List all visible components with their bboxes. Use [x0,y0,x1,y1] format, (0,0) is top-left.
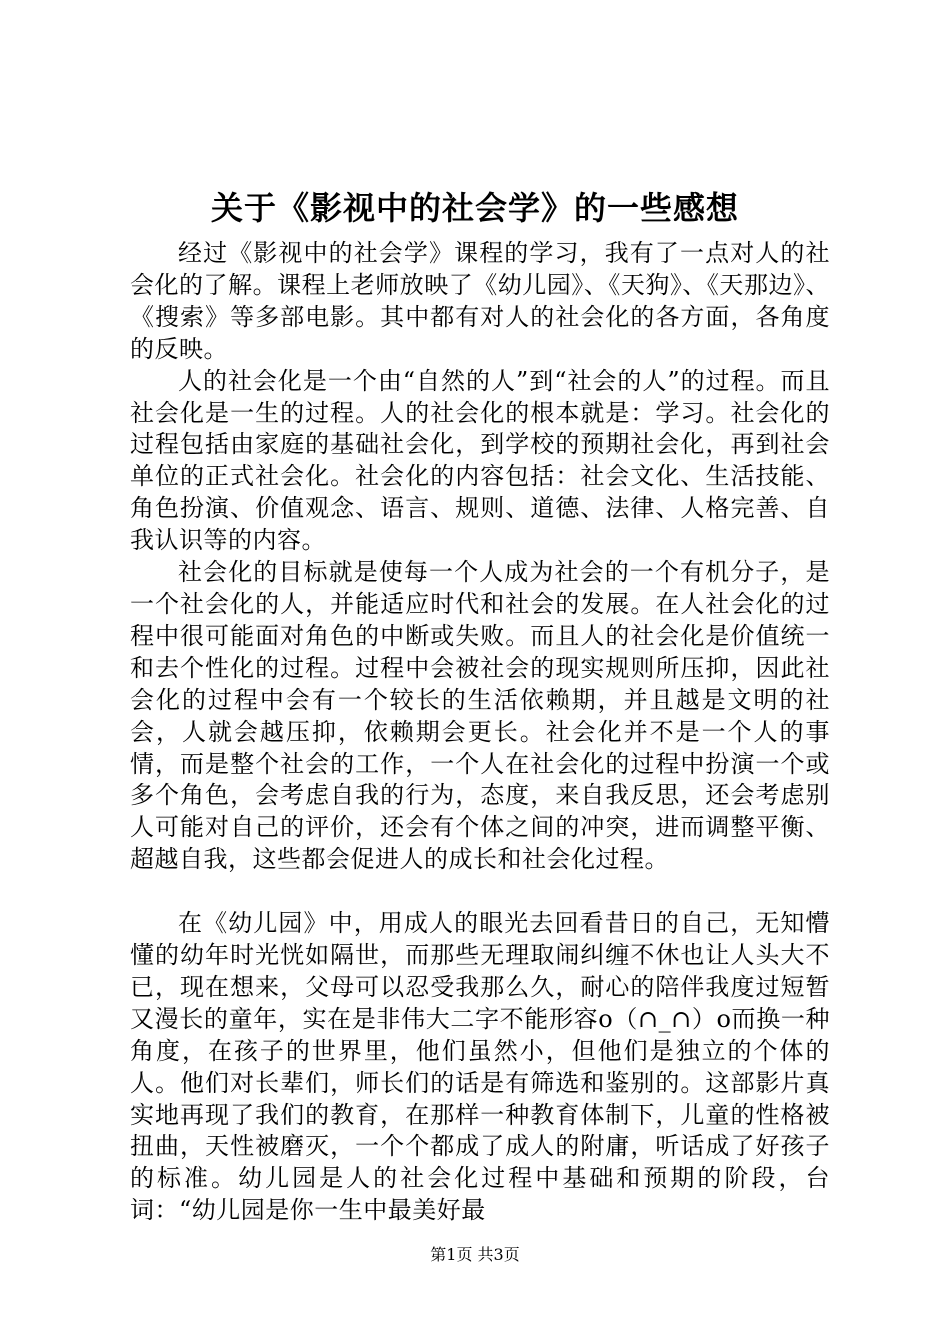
paragraph-2: 人的社会化是一个由“自然的人”到“社会的人”的过程。而且社会化是一生的过程。人的社会化的根本就是：学习。社会化的过程包括由家庭的基础社会化，到学校的预期社会化，再到社会单位的正式社会化。社会化的内容包括：社会文化、生活技能、角色扮演、价值观念、语言、规则、道德、法律、人格完善、自我认识等的内容。 [130,366,830,555]
page-footer: 第1页 共3页 [430,1245,520,1264]
paragraph-4: 在《幼儿园》中，用成人的眼光去回看昔日的自己，无知懵懂的幼年时光恍如隔世，而那些无理取闹纠缠不休也让人头大不已，现在想来，父母可以忍受我那么久，耐心的陪伴我度过短暂又漫长的童年，实在是非伟大二字不能形容o（∩_∩）o而换一种角度，在孩子的世界里，他们虽然小，但他们是独立的个体的人。他们对长辈们，师长们的话是有筛选和鉴别的。这部影片真实地再现了我们的教育，在那样一种教育体制下，儿童的性格被扭曲，天性被磨灭，一个个都成了成人的附庸，听话成了好孩子的标准。幼儿园是人的社会化过程中基础和预期的阶段，台词：“幼儿园是你一生中最美好最 [130,909,830,1225]
document-title: 关于《影视中的社会学》的一些感想 [210,189,739,227]
paragraph-3: 社会化的目标就是使每一个人成为社会的一个有机分子，是一个社会化的人，并能适应时代和社会的发展。在人社会化的过程中很可能面对角色的中断或失败。而且人的社会化是价值统一和去个性化的过程。过程中会被社会的现实规则所压抑，因此社会化的过程中会有一个较长的生活依赖期，并且越是文明的社会，人就会越压抑，依赖期会更长。社会化并不是一个人的事情，而是整个社会的工作，一个人在社会化的过程中扮演一个或多个角色，会考虑自我的行为，态度，来自我反思，还会考虑别人可能对自己的评价，还会有个体之间的冲突，进而调整平衡、超越自我，这些都会促进人的成长和社会化过程。 [130,558,830,874]
paragraph-1: 经过《影视中的社会学》课程的学习，我有了一点对人的社会化的了解。课程上老师放映了《幼儿园》、《天狗》、《天那边》、《搜索》等多部电影。其中都有对人的社会化的各方面，各角度的反映。 [130,239,830,363]
document-body [130,238,830,1227]
